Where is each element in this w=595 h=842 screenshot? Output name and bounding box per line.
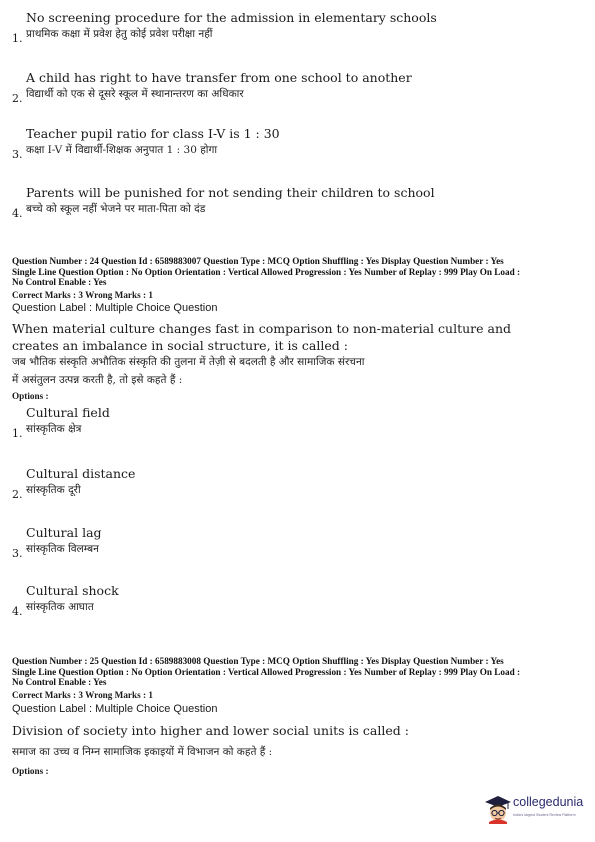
option-text-hi: प्राथमिक कक्षा में प्रवेश हेतु कोई प्रवेश परीक्षा नहीं [26,28,213,40]
question-25-text-hi: समाज का उच्च व निम्न सामाजिक इकाइयों में विभाजन को कहते हैं : [12,746,273,758]
graduate-mascot-icon [483,794,513,824]
meta-line: Question Number : 24 Question Id : 6589883007 Question Type : MCQ Option Shuffling : Yes Display Question Number : Yes [12,256,504,266]
collegedunia-logo [483,792,593,828]
option-text-hi: बच्चे को स्कूल नहीं भेजने पर माता-पिता को दंड [26,203,206,215]
question-24-label: Question Label : Multiple Choice Question [12,302,218,314]
option-number: 3. [12,547,23,560]
question-24-text-hi [12,353,582,389]
option-number: 2. [12,92,23,105]
question-text-line: creates an imbalance in social structure, it is called : [12,338,348,353]
option-text-en: Cultural distance [26,466,136,481]
question-25-options-heading: Options : [12,766,49,776]
option-number: 3. [12,148,23,161]
question-25-metadata [12,656,587,688]
meta-line: Single Line Question Option : No Option Orientation : Vertical Allowed Progression : Yes Number of Replay : 999 Play On Load : [12,266,521,277]
option-text-en: A child has right to have transfer from one school to another [26,70,412,85]
option-number: 4. [12,207,23,220]
option-number: 1. [12,427,23,440]
option-text-hi: सांस्कृतिक दूरी [26,484,81,496]
option-text-en: Cultural field [26,405,110,420]
option-text-hi: सांस्कृतिक विलम्बन [26,543,99,555]
option-text-en: No screening procedure for the admission in elementary schools [26,10,437,25]
meta-line: Single Line Question Option : No Option Orientation : Vertical Allowed Progression : Yes Number of Replay : 999 Play On Load : [12,666,521,677]
option-text-hi: विद्यार्थी को एक से दूसरे स्कूल में स्थानान्तरण का अधिकार [26,88,244,100]
option-text-en: Cultural shock [26,583,119,598]
question-25-text-en: Division of society into higher and lower social units is called : [12,723,409,738]
logo-tagline: India's largest Student Review Platform [513,813,576,817]
option-number: 4. [12,605,23,618]
meta-line: No Control Enable : Yes [12,677,107,688]
option-text-en: Teacher pupil ratio for class I-V is 1 : 30 [26,126,280,141]
question-text-line: When material culture changes fast in comparison to non-material culture and [12,321,512,336]
option-text-hi: कक्षा I-V में विद्यार्थी-शिक्षक अनुपात 1 : 30 होगा [26,144,218,156]
question-25-label: Question Label : Multiple Choice Question [12,703,218,715]
option-text-en: Parents will be punished for not sending their children to school [26,185,435,200]
meta-line: No Control Enable : Yes [12,277,107,288]
meta-line: Question Number : 25 Question Id : 6589883008 Question Type : MCQ Option Shuffling : Yes Display Question Number : Yes [12,656,504,666]
logo-wordmark: collegedunia [513,795,584,809]
question-text-line: में असंतुलन उत्पन्न करती है, तो इसे कहते हैं : [12,374,183,386]
question-24-marks: Correct Marks : 3 Wrong Marks : 1 [12,290,153,300]
question-24-metadata [12,256,587,288]
question-24-options-heading: Options : [12,391,49,401]
question-text-line: जब भौतिक संस्कृति अभौतिक संस्कृति की तुलना में तेज़ी से बदलती है और सामाजिक संरचना [12,356,365,368]
option-text-en: Cultural lag [26,525,102,540]
option-number: 2. [12,488,23,501]
question-25-marks: Correct Marks : 3 Wrong Marks : 1 [12,690,153,700]
option-text-hi: सांस्कृतिक आघात [26,601,94,613]
option-number: 1. [12,32,23,45]
question-24-text-en [12,320,582,354]
option-text-hi: सांस्कृतिक क्षेत्र [26,423,82,435]
